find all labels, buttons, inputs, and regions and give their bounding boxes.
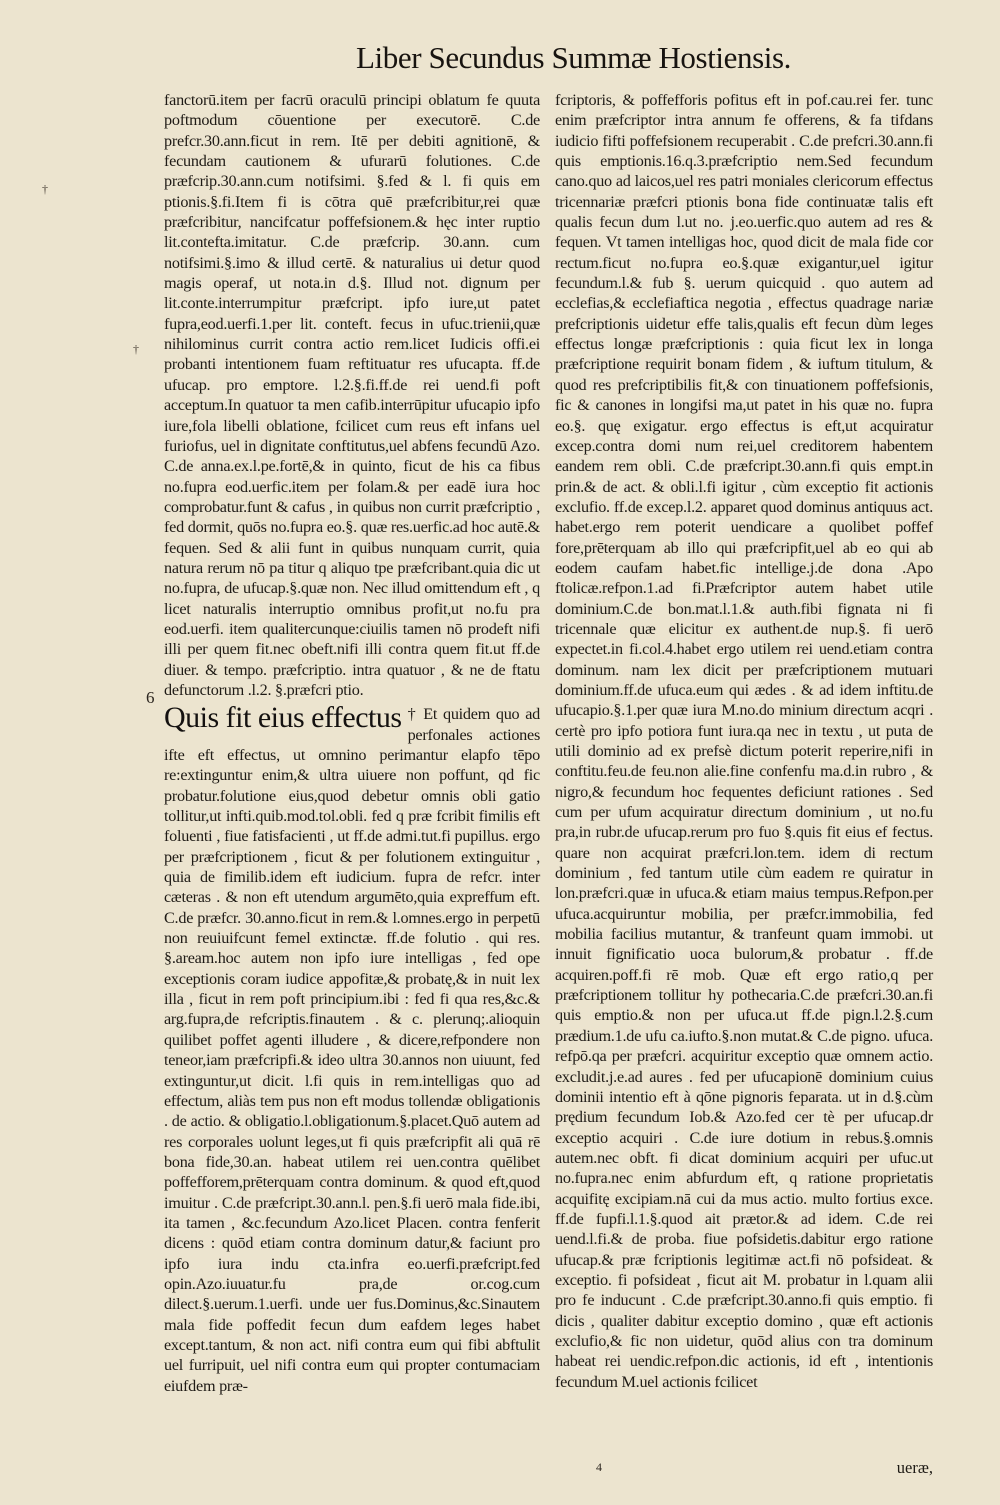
folio-mark: 4 bbox=[596, 1460, 602, 1474]
catchword: ueræ, bbox=[896, 1458, 933, 1477]
running-title: Liber Secundus Summæ Hostiensis. bbox=[356, 40, 791, 75]
margin-note: † bbox=[42, 182, 48, 196]
right-column-text: fcriptoris, & poffefforis pofitus eft in pof.cau.rei fer. tunc enim præfcriptor intra annum fe offerens, & fa tifdans iudicio fifti poffefsionem recuperabit . C.de prefcri.30.ann.fi quis emptionis.16.q.3.præfcriptio nem.Sed fecundum cano.quo ad laicos,uel res patri moniales clericorum effectus tricennariæ præfcri ptionis bona fide continuatæ talis eft qualis fecun dum l.ut no. j.eo.uerfic.quo autem ad res & fequen. Vt tamen intelligas hoc, quod dicit de mala fide cor rectum.ficut no.fupra eo.§.quæ exigantur,uel igitur fecundum.l.& fub §. uerum quicquid . quo autem ad ecclefias,& ecclefiaftica negotia , effectus quadrage nariæ prefcriptionis uidetur effe talis,qualis eft fecun dùm leges effectus longæ præfcriptionis : quia ficut lex in longa præfcriptione requirit bonam fidem , & iuftum titulum, & quod res prefcriptibilis fit,& con tinuationem poffefsionis, fic & canones in longifsi ma,ut patet in his quæ no. fupra eo.§. quę exigatur. ergo effectus is eft,ut acquiratur excep.contra domi num rei,uel creditorem habentem eandem rem obli. C.de præfcript.30.ann.fi quis empt.in prin.& de act. & obli.l.fi igitur , cùm exceptio fit actionis exclufio. ff.de excep.l.2. apparet quod dominus antiquus act. habet.ergo rem poterit uendicare a quolibet poffef fore,prēterquam ab illo qui præfcripfit,uel ab eo qui ab eodem caufam habet.fic intellige.j.de dona .Apo ftolicæ.refpon.1.ad fi.Præfcriptor autem habet utile dominium.C.de bon.mat.l.1.& auth.fibi fignata ni fi tricennale quæ elicitur ex authent.de nup.§. fi uerō expectet.in fi.col.4.habet ergo utilem rei uend.etiam contra dominum. nam lex dicit per præfcriptionem mutuari dominium.ff.de ufuca.eum qui ædes . & ad idem inftitu.de ufucapio.§.1.per quæ iura M.no.do minium directum acqri . certè pro ipfo potiora funt iura.qa nec in textu , ut puta de utili dominio ad ex prefsè dictum poterit reperire,nifi in conftitu.feu.de feu.non alie.fine confenfu ma.d.in rubro , & nigro,& fecundum hoc fequentes deficiunt rationes . Sed cum per ufum acquiratur directum dominium , ut no.fu pra,in rubr.de ufucap.rerum pro fuo §.quis fit eius ef fectus. quare non acquirat præfcri.lon.tem. idem di rectum dominium , fed tantum utile cùm eadem re quiratur in lon.præfcri.quæ in ufuca.& etiam maius tempus.Refpon.per ufuca.acquiruntur mobilia, per præfcr.immobilia, fed mobilia facilius mutantur, & tranfeunt quam immobi. ut innuit fignificatio uoca bulorum,& probatur . ff.de acquiren.poff.fi rē mob. Quæ eft ergo ratio,q per præfcriptionem tollitur hy pothecaria.C.de præfcri.30.an.fi quis emptio.& non per ufuca.ut ff.de pign.l.2.§.cum prædium.1.de ufu ca.iufto.§.non mutat.& C.de pigno. ufuca. refpō.qa per præfcri. acquiritur exceptio quæ omnem actio. excludit.j.e.ad aures . fed per ufucapionē dominium cuius dominii intentio eft à qōne pignoris feparata. ut in d.§.cùm prędium fecundum Iob.& Azo.fed cer tè per ufucap.dr exceptio acquiri . C.de iure dotium in rebus.§.omnis autem.nec obft. fi dicat dominium acquiri per ufuc.ut no.fupra.nec enim abfurdum eft, q ratione proprietatis acquifitę excipiam.nā cui da mus actio. multo fortius exce. ff.de fupfi.l.1.§.quod ait prætor.& ad idem. C.de rei uend.l.fi.& de proba. fiue pofsidetis.dabitur ergo ratione ufucap.& præ fcriptionis legitimæ act.fi nō pofsideat. & exceptio. fi pofsideat , ficut ait M. probatur in l.quam alii pro fe inducunt . C.de præfcript.30.anno.fi quis emptio. fi dicis , qualiter dabitur exceptio domino , quæ eft actionis exclufio,& fic non uidetur, quōd alius con tra dominum habeat rei uendic.refpon.dic actionis, id eft , intentionis fecundum M.uel actionis fcilicet bbox=[555, 91, 933, 1391]
section-heading: Quis fit eius effectus bbox=[164, 701, 402, 735]
section-block bbox=[164, 701, 540, 1396]
right-column bbox=[555, 90, 933, 1392]
left-column bbox=[164, 90, 540, 1396]
margin-note: † bbox=[133, 342, 139, 356]
left-column-text-after: † Et quidem quo ad perfonales actiones ifte eft effectus, ut omnino perimantur elapfo tēpo re:extinguntur enim,& ultra uiuere non poffunt, qd fic probatur.folutione eius,quod debetur omnis obli gatio tollitur,ut infti.quib.mod.tol.obli. fed q præ fcribit fimilis eft foluenti , fiue fatisfacienti , ut ff.de admi.tut.fi pupillus. ergo per præfcriptionem , ficut & per folutionem extinguitur , quia de fimilib.idem eft iudicium. fupra de refcr. inter cæteras . & non eft utendum argumēto,quia expreffum eft. C.de præfcr. 30.anno.ficut in rem.& l.omnes.ergo in perpetū non reuiuifcunt femel extinctæ. ff.de folutio . qui res. §.aream.hoc autem non ipfo iure intelligas , fed ope exceptionis coram iudice appofitæ,& probatę,& in nuit lex illa , ficut in rem poft principium.ibi : fed fi qua res,&c.& arg.fupra,de refcriptis.finautem . & c. plerunq;.alioquin quilibet poffet agenti illudere , & dicere,refpondere non teneor,iam præfcripfi.& ideo ultra 30.annos non uiuunt, fed extinguntur,ut dicit. l.fi quis in rem.intelligas quo ad effectum, aliàs tem pus non eft modus tollendæ obligationis . de actio. & obligatio.l.obligationum.§.placet.Quō autem ad res corporales uolunt leges,ut fi quis præfcripfit ali quā rē bona fide,30.an. habeat utilem rei uen.contra quēlibet poffefforem,prēterquam contra dominum. & quod eft,quod imuitur . C.de præfcript.30.ann.l. pen.§.fi uerō mala fide.ibi, ita tamen , &c.fecundum Azo.licet Placen. contra fenferit dicens : quōd etiam contra dominum datur,& faciunt pro ipfo iura indu cta.infra eo.uerfi.præfcript.fed opin.Azo.iuuatur.fu pra,de or.cog.cum dilect.§.uerum.1.uerfi. unde uer fus.Dominus,&c.Sinautem mala fide poffedit fecun dum eafdem leges habet except.tantum, & non act. nifi contra eum qui fibi abftulit uel furripuit, uel nifi contra eum qui propter contumaciam eiufdem præ- bbox=[164, 705, 540, 1395]
left-column-text-before: fanctorū.item per facrū oraculū principi oblatum fe quuta poftmodum cōuentione per executorē. C.de prefcr.30.ann.ficut in rem. Itē per debiti agnitionē, & fecundam cautionem & ufurarū folutiones. C.de præfcrip.30.ann.cum notifsimi. §.fed & l. fi quis em ptionis.§.fi.Item fi is cōtra quē præfcribitur,rei quæ præfcribitur, nancifcatur poffefsionem.& hęc inter ruptio lit.contefta.imitatur. C.de præfcrip. 30.ann. cum notifsimi.§.imo & illud certē. & naturalius ui detur quod magis operaf, ut nota.in d.§. Illud not. dignum per lit.conte.interrumpitur præfcript. ipfo iure,ut patet fupra,eod.uerfi.1.per lit. conteft. fecus in ufuc.trienii,quæ nihilominus currit contra actio rem.licet Iudicis offi.ei probanti intentionem fuam reftituatur res ufucapta. ff.de ufucap. pro emptore. l.2.§.fi.ff.de rei uend.fi poft acceptum.In quatuor ta men cafib.interrūpitur ufucapio ipfo iure,fola libelli oblatione, fcilicet cum reus eft infans uel furiofus, uel in dignitate conftitutus,uel abfens fecundū Azo. C.de anna.ex.l.pe.fortē,& in quinto, ficut de his ca fibus no.fupra eod.uerfic.item per folam.& per eadē iura hoc comprobatur.funt & cafus , in quibus non currit præfcriptio , fed dormit, quōs no.fupra eo.§. quæ res.uerfic.ad hoc autē.& fequen. Sed & alii funt in quibus nunquam currit, quia natura rerum nō pa titur q aliquo tpe præfcribant.quia dic ut no.fupra, de ufucap.§.quæ non. Nec illud omittendum eft , q licet naturalis interruptio omnibus profit,ut no.fu pra eod.uerfi. item qualitercunque:ciuilis tamen nō prodeft nifi illi per quem fit.nec obeft.nifi illi contra quem fit.ut ff.de diuer. & tempo. præfcriptio. intra quatuor , & ne de ftatu defunctorum .l.2. §.præfcri ptio. bbox=[164, 91, 540, 699]
section-number: 6 bbox=[146, 688, 155, 707]
page-header bbox=[0, 40, 1000, 88]
